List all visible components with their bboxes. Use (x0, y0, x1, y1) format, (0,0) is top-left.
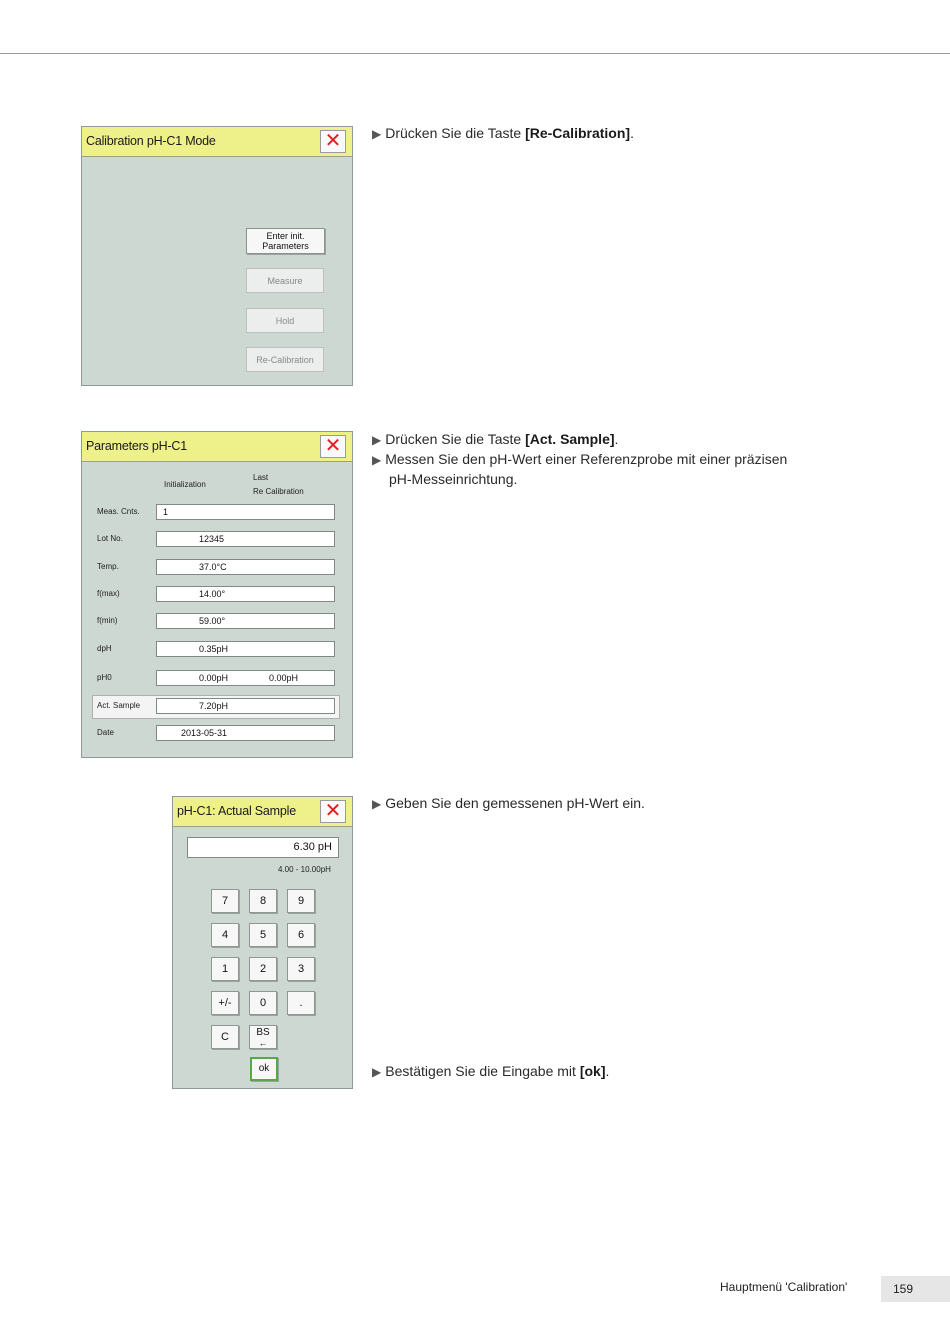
param-label: Meas. Cnts. (97, 507, 140, 516)
column-header-last: Last (253, 473, 269, 482)
param-field[interactable] (156, 531, 335, 547)
keypad-key[interactable]: 4 (211, 923, 239, 947)
screen-title-bar (173, 797, 352, 827)
bullet-arrow-icon: ▶ (372, 127, 382, 141)
param-value-initialization: 2013-05-31 (181, 728, 228, 738)
screen-title: Calibration pH-C1 Mode (86, 134, 216, 148)
backspace-label: BS (256, 1027, 270, 1038)
param-value-initialization: 0.35pH (199, 644, 229, 654)
param-value-initialization: 7.20pH (199, 701, 229, 711)
keypad-key[interactable]: 0 (249, 991, 277, 1015)
screen-title: Parameters pH-C1 (86, 439, 187, 453)
screen-title: pH-C1: Actual Sample (177, 804, 296, 818)
param-value-initialization: 37.0°C (199, 562, 227, 572)
param-field[interactable] (156, 613, 335, 629)
instruction-measure-reference: ▶ Messen Sie den pH-Wert einer Referenzprobe mit einer präzisen pH-Messeinrichtung. (372, 451, 788, 487)
keypad-key[interactable]: 3 (287, 957, 315, 981)
keypad-key[interactable]: 8 (249, 889, 277, 913)
page-number: 159 (881, 1276, 950, 1302)
keypad-key[interactable]: 1 (211, 957, 239, 981)
footer-section: Hauptmenü 'Calibration' (720, 1280, 848, 1294)
param-value-last: 0.00pH (269, 673, 299, 683)
param-label: Temp. (97, 562, 119, 571)
param-value-initialization: 0.00pH (199, 673, 229, 683)
hold-button[interactable]: Hold (246, 308, 324, 333)
instruction-confirm: ▶ Bestätigen Sie die Eingabe mit [ok]. (372, 1063, 610, 1079)
keypad-key[interactable]: 9 (287, 889, 315, 913)
param-value-initialization: 1 (163, 507, 169, 517)
instruction-act-sample: ▶ Drücken Sie die Taste [Act. Sample]. (372, 431, 619, 447)
keypad-key[interactable]: 6 (287, 923, 315, 947)
param-label: Lot No. (97, 534, 123, 543)
param-field[interactable] (156, 698, 335, 714)
column-header-recalibration: Re Calibration (253, 487, 304, 496)
screen-title-bar (82, 127, 352, 157)
close-icon[interactable]: ✕ (320, 800, 346, 823)
keypad-key[interactable]: +/- (211, 991, 239, 1015)
sample-value-input[interactable] (187, 837, 339, 858)
instruction-enter-value: ▶ Geben Sie den gemessenen pH-Wert ein. (372, 795, 645, 811)
clear-key[interactable]: C (211, 1025, 239, 1049)
param-value-initialization: 14.00° (199, 589, 226, 599)
param-field[interactable] (156, 586, 335, 602)
measure-button[interactable]: Measure (246, 268, 324, 293)
param-label: Date (97, 728, 114, 737)
backspace-arrow-icon: ← (258, 1038, 268, 1048)
param-value-initialization: 59.00° (199, 616, 226, 626)
column-header-initialization: Initialization (164, 480, 206, 489)
enter-init-parameters-button[interactable]: Enter init. Parameters (246, 228, 325, 254)
param-label: f(max) (97, 589, 120, 598)
actual-sample-screen (172, 796, 353, 1089)
bullet-arrow-icon: ▶ (372, 1065, 382, 1079)
sample-range: 4.00 - 10.00pH (278, 865, 331, 874)
key-reference: [Act. Sample] (525, 431, 615, 447)
param-label: f(min) (97, 616, 118, 625)
key-reference: [Re-Calibration] (525, 125, 631, 141)
screen-title-bar (82, 432, 352, 462)
param-label[interactable]: Act. Sample (97, 701, 141, 710)
close-icon[interactable]: ✕ (320, 435, 346, 458)
keypad-key[interactable]: 2 (249, 957, 277, 981)
backspace-key[interactable] (249, 1025, 277, 1049)
re-calibration-button[interactable]: Re-Calibration (246, 347, 324, 372)
keypad-key[interactable]: . (287, 991, 315, 1015)
param-field[interactable] (156, 725, 335, 741)
calibration-mode-screen (81, 126, 353, 386)
keypad-key[interactable]: 5 (249, 923, 277, 947)
bullet-arrow-icon: ▶ (372, 797, 382, 811)
instruction-re-calibration: ▶ Drücken Sie die Taste [Re-Calibration]. (372, 125, 634, 141)
param-label: dpH (97, 644, 112, 653)
keypad-key[interactable]: 7 (211, 889, 239, 913)
bullet-arrow-icon: ▶ (372, 433, 382, 447)
sample-value: 6.30 pH (293, 841, 332, 853)
param-field[interactable] (156, 559, 335, 575)
param-field[interactable] (156, 504, 335, 520)
ok-button[interactable]: ok (250, 1057, 278, 1081)
param-field[interactable] (156, 670, 335, 686)
parameters-screen (81, 431, 353, 758)
bullet-arrow-icon: ▶ (372, 453, 382, 467)
close-icon[interactable]: ✕ (320, 130, 346, 153)
param-label: pH0 (97, 673, 112, 682)
header-rule (0, 53, 950, 54)
param-value-initialization: 12345 (199, 534, 225, 544)
param-field[interactable] (156, 641, 335, 657)
key-reference: [ok] (579, 1063, 606, 1079)
